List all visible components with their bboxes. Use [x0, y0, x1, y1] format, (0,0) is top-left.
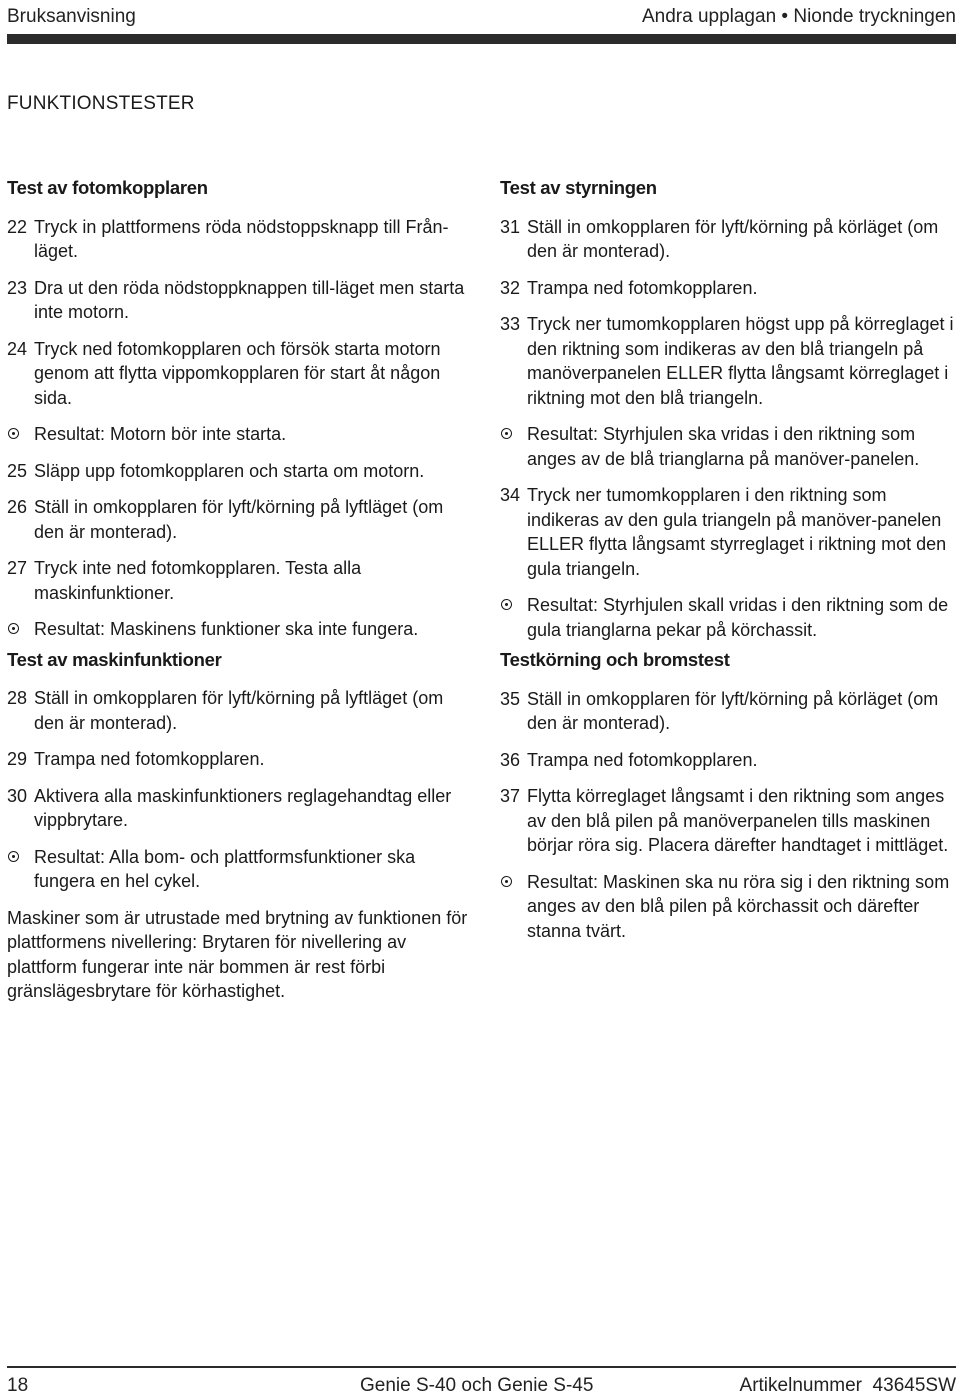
step-number: 24 [7, 338, 28, 359]
step-number: 25 [7, 460, 28, 481]
result-1 [7, 422, 477, 447]
result-text: Resultat: Alla bom- och plattformsfunktioner ska fungera en hel cykel. [34, 846, 416, 891]
step-number: 23 [7, 277, 28, 298]
step-text: Ställ in omkopplaren för lyft/körning på lyftläget (om den är monterad). [34, 497, 444, 542]
step-text: Tryck ned fotomkopplaren och försök starta motorn genom att flytta vippomkopplaren för start åt någon sida. [34, 338, 441, 408]
step-text: Ställ in omkopplaren för lyft/körning på lyftläget (om den är monterad). [34, 688, 444, 733]
step-text: Tryck in plattformens röda nödstoppsknapp till Från-läget. [34, 216, 449, 261]
step-23 [7, 276, 477, 325]
result-icon [501, 428, 512, 439]
step-26 [7, 495, 477, 544]
page-footer [7, 1375, 956, 1399]
step-35 [500, 687, 956, 736]
section-title: FUNKTIONSTESTER [7, 93, 195, 114]
result-4 [500, 422, 956, 471]
step-text: Ställ in omkopplaren för lyft/körning på körläget (om den är monterad). [527, 216, 939, 261]
result-icon [501, 599, 512, 610]
result-icon [501, 876, 512, 887]
header-manual-title: Bruksanvisning [7, 6, 136, 27]
step-number: 34 [500, 485, 521, 505]
step-number: 33 [500, 314, 521, 334]
heading-steering-test: Test av styrningen [500, 177, 657, 198]
step-text: Tryck inte ned fotomkopplaren. Testa alla maskinfunktioner. [34, 558, 362, 603]
header-rule [7, 34, 956, 44]
result-3 [7, 845, 477, 894]
step-29 [7, 747, 477, 772]
step-32 [500, 276, 956, 301]
step-number: 22 [7, 216, 28, 237]
page-number: 18 [7, 1375, 29, 1396]
leveling-note: Maskiner som är utrustade med brytning av funktionen för plattformens nivellering: Brytaren för nivellering av plattform fungerar inte när bommen är rest förbi gränslägesbrytare för körhastighet. [7, 907, 468, 1001]
heading-drive-brake-test: Testkörning och bromstest [500, 649, 730, 670]
step-31 [500, 215, 956, 264]
step-37 [500, 784, 956, 858]
heading-foot-switch-test: Test av fotomkopplaren [7, 177, 208, 198]
step-number: 27 [7, 558, 28, 578]
step-22 [7, 215, 477, 264]
step-text: Trampa ned fotomkopplaren. [527, 277, 758, 298]
step-25 [7, 459, 477, 484]
step-text: Trampa ned fotomkopplaren. [34, 749, 265, 769]
step-number: 31 [500, 216, 521, 237]
footer-model: Genie S-40 och Genie S-45 [360, 1375, 594, 1396]
result-text: Resultat: Motorn bör inte starta. [34, 424, 287, 444]
step-number: 32 [500, 277, 521, 298]
step-30 [7, 784, 477, 833]
step-text: Ställ in omkopplaren för lyft/körning på körläget (om den är monterad). [527, 688, 939, 733]
step-text: Släpp upp fotomkopplaren och starta om motorn. [34, 460, 425, 481]
result-icon [8, 623, 19, 634]
page-header [7, 0, 956, 34]
result-text: Resultat: Maskinens funktioner ska inte fungera. [34, 619, 419, 639]
step-number: 35 [500, 688, 521, 709]
heading-machine-functions-test: Test av maskinfunktioner [7, 648, 222, 670]
step-34 [500, 483, 956, 581]
step-text: Trampa ned fotomkopplaren. [527, 749, 758, 770]
result-2 [7, 617, 477, 642]
footer-rule [7, 1366, 956, 1368]
result-text: Resultat: Styrhjulen ska vridas i den riktning som anges av de blå trianglarna på manöver-panelen. [527, 424, 920, 469]
step-number: 28 [7, 688, 28, 708]
step-36 [500, 748, 956, 773]
step-number: 37 [500, 786, 521, 806]
footer-article-number: Artikelnummer 43645SW [739, 1375, 956, 1396]
step-text: Tryck ner tumomkopplaren i den riktning som indikeras av den gula triangeln på manöver-panelen ELLER flytta långsamt styrreglaget i riktning mot den gula triangeln. [527, 485, 947, 579]
result-icon [8, 428, 19, 439]
step-text: Tryck ner tumomkopplaren högst upp på körreglaget i den riktning som indikeras av den blå triangeln på manöverpanelen ELLER flytta långsamt körreglaget i riktning mot den blå triangeln. [527, 314, 954, 408]
step-number: 30 [7, 785, 28, 806]
result-6 [500, 870, 956, 944]
result-icon [8, 851, 19, 862]
step-text: Flytta körreglaget långsamt i den riktning som anges av den blå pilen på manöverpanelen tills maskinen börjar röra sig. Placera därefter handtaget i mittläget. [527, 786, 949, 855]
step-number: 29 [7, 749, 28, 769]
right-column [500, 176, 956, 955]
header-edition: Andra upplagan • Nionde tryckningen [641, 6, 956, 27]
step-text: Aktivera alla maskinfunktioners reglagehandtag eller vippbrytare. [34, 785, 452, 830]
step-28 [7, 686, 477, 735]
step-24 [7, 337, 477, 411]
step-number: 26 [7, 497, 28, 517]
step-27 [7, 556, 477, 605]
result-text: Resultat: Styrhjulen skall vridas i den riktning som de gula trianglarna pekar på körchassit. [527, 595, 949, 640]
step-text: Dra ut den röda nödstoppknappen till-läget men starta inte motorn. [34, 277, 465, 322]
step-number: 36 [500, 749, 521, 770]
left-column [7, 176, 477, 1004]
result-text: Resultat: Maskinen ska nu röra sig i den riktning som anges av den blå pilen på körchassit och därefter stanna tvärt. [527, 871, 950, 941]
result-5 [500, 593, 956, 642]
step-33 [500, 312, 956, 410]
